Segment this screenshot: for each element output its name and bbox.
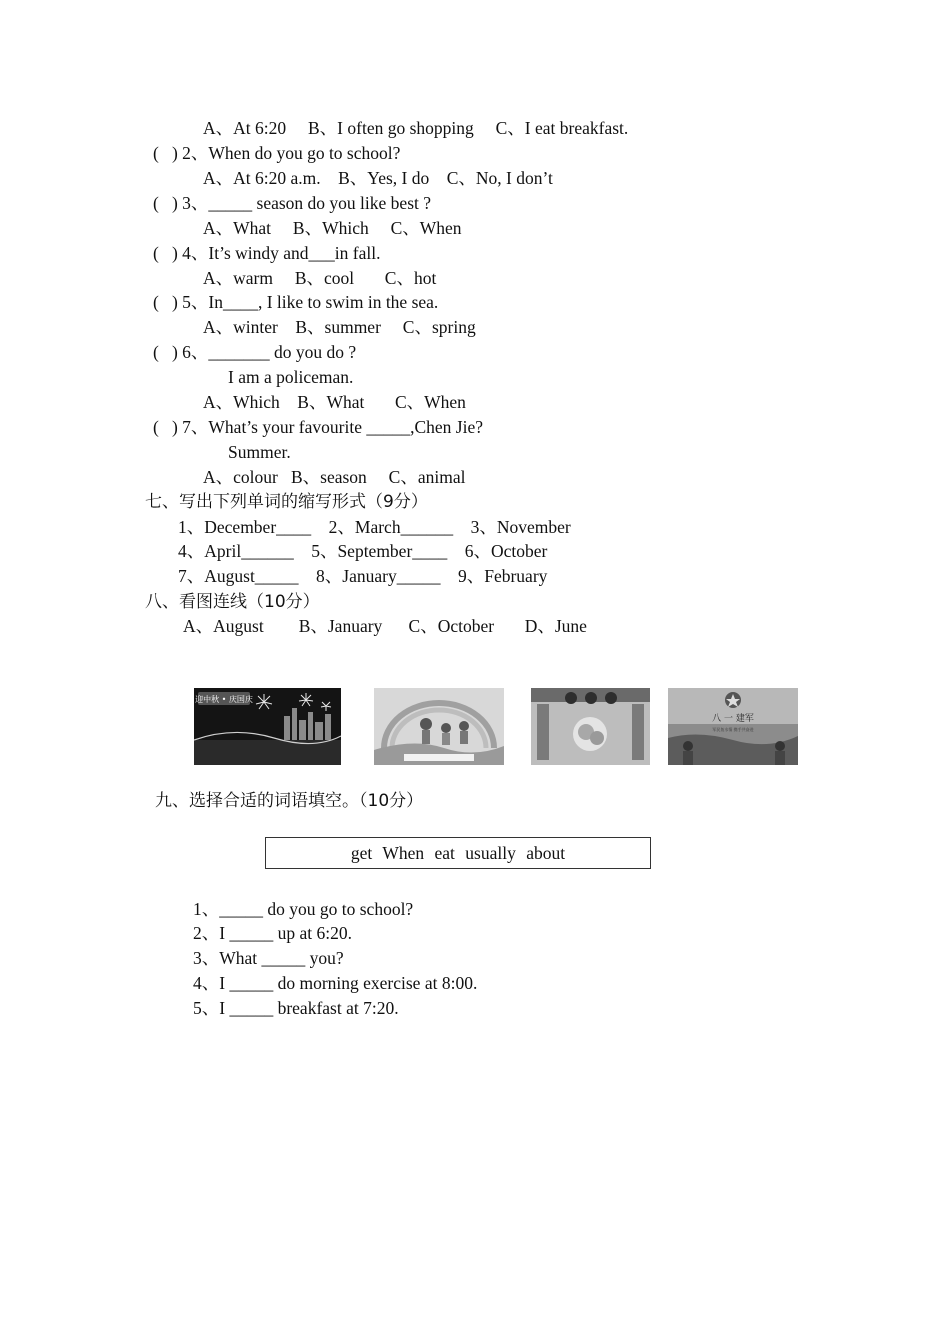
q4-options: A、warm B、cool C、hot <box>203 268 437 288</box>
fill-sentence-2: 2、I _____ up at 6:20. <box>193 923 352 943</box>
picture-army-day <box>668 688 798 765</box>
part7-row2: 4、April______ 5、September____ 6、October <box>178 541 548 561</box>
q2-options: A、At 6:20 a.m. B、Yes, I do C、No, I don’t <box>203 168 553 188</box>
q4-question: ( ) 4、It’s windy and___in fall. <box>153 243 381 263</box>
part7-heading: 七、写出下列单词的缩写形式（9分） <box>145 492 428 512</box>
q1-options: A、At 6:20 B、I often go shopping C、I eat breakfast. <box>203 118 629 138</box>
fill-sentence-1: 1、_____ do you go to school? <box>193 899 414 919</box>
q6-options: A、Which B、What C、When <box>203 392 466 412</box>
q2-question: ( ) 2、When do you go to school? <box>153 143 401 163</box>
q6-question: ( ) 6、_______ do you do ? <box>153 342 357 362</box>
fill-sentence-5: 5、I _____ breakfast at 7:20. <box>193 998 399 1018</box>
picture-children-rainbow <box>374 688 504 765</box>
word-bank-box: get When eat usually about <box>265 837 651 869</box>
q3-options: A、What B、Which C、When <box>203 218 462 238</box>
part8-options: A、August B、January C、October D、June <box>183 616 587 636</box>
q7-question: ( ) 7、What’s your favourite _____,Chen Jie? <box>153 417 483 437</box>
part7-row3: 7、August_____ 8、January_____ 9、February <box>178 566 548 586</box>
part9-heading: 九、选择合适的词语填空。（10分） <box>155 791 424 811</box>
picture-spring-festival <box>531 688 650 765</box>
part7-row1: 1、December____ 2、March______ 3、November <box>178 517 571 537</box>
part8-heading: 八、看图连线（10分） <box>145 592 320 612</box>
pic4-caption: 八 一 建军 <box>712 714 754 724</box>
fill-sentence-4: 4、I _____ do morning exercise at 8:00. <box>193 973 478 993</box>
q7-options: A、colour B、season C、animal <box>203 467 466 487</box>
picture-city-fireworks <box>194 688 341 765</box>
pic1-caption: 迎中秋 • 庆国庆 <box>195 695 253 704</box>
q3-question: ( ) 3、_____ season do you like best ? <box>153 193 432 213</box>
pic4-subcaption: 军民鱼水情 携手共奋进 <box>712 727 754 732</box>
q6-answer: I am a policeman. <box>228 367 354 387</box>
fill-sentence-3: 3、What _____ you? <box>193 948 344 968</box>
q5-question: ( ) 5、In____, I like to swim in the sea. <box>153 292 439 312</box>
q7-answer: Summer. <box>228 442 291 462</box>
q5-options: A、winter B、summer C、spring <box>203 317 476 337</box>
